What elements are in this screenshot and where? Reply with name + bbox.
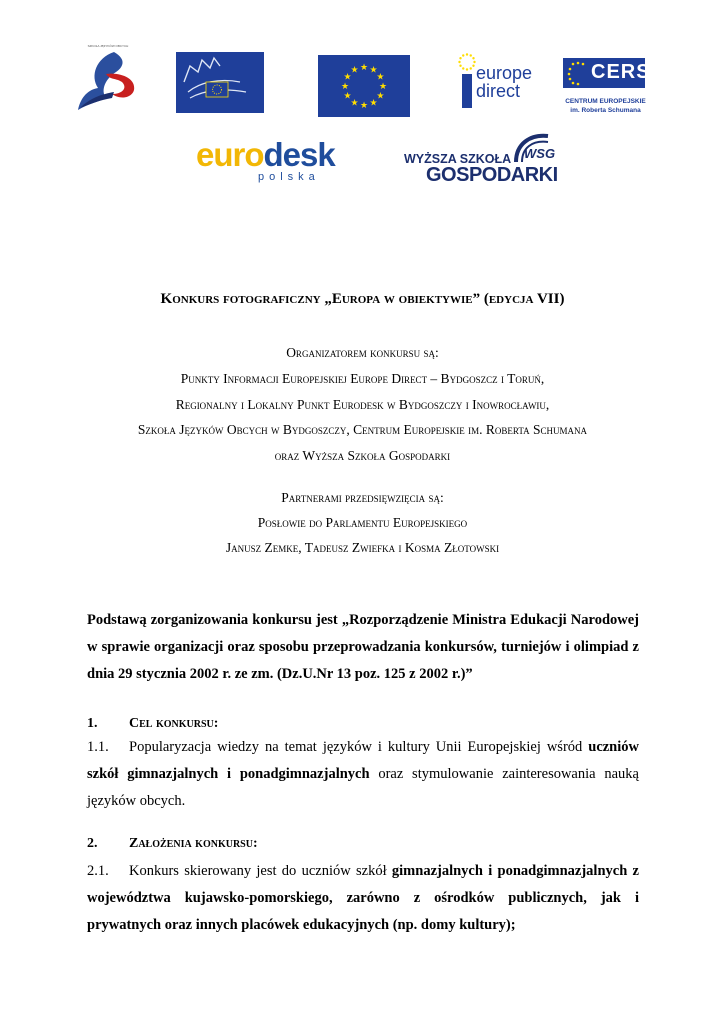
europe-direct-star-icon: [472, 57, 474, 59]
wsg-badge: [512, 132, 556, 166]
europe-direct-star-icon: [472, 65, 474, 67]
europe-direct-star-icon: [462, 67, 464, 69]
section-1-title: Cel konkursu:: [129, 716, 219, 731]
cers-main-text: CERS: [591, 61, 651, 83]
parliament-emblem-icon: [176, 52, 264, 113]
section-1-text-b: oraz stymulowanie zainteresowania nauką języków obcych.: [87, 766, 639, 809]
section-2-text-a: Konkurs skierowany jest do uczniów szkół: [129, 863, 392, 879]
europe-direct-star-icon: [470, 67, 472, 69]
eu-star-icon: ★: [359, 62, 369, 72]
school-logo: [76, 44, 140, 114]
organizers-line-4: oraz Wyższa Szkoła Gospodarki: [274, 448, 451, 463]
europe-direct-star-icon: [470, 54, 472, 56]
page-title: Konkurs fotograficzny „Europa w obiektywie” (edycja VII): [160, 291, 565, 307]
eurodesk-euro-text: euro: [196, 136, 264, 173]
eu-star-icon: ★: [378, 81, 388, 91]
eurodesk-polska-text: polska: [258, 171, 320, 183]
europe-direct-bottom-text: direct: [476, 81, 521, 101]
europe-direct-i-icon: [456, 52, 478, 110]
partners-heading: Partnerami przedsięwzięcia są:: [281, 490, 444, 505]
section-1-heading: [87, 716, 218, 732]
europe-direct-star-icon: [462, 54, 464, 56]
wsg-line2-text: GOSPODARKI: [426, 164, 558, 186]
section-2-number: 2.: [87, 836, 98, 851]
section-1-text-a: Popularyzacja wiedzy na temat języków i kultury Unii Europejskiej wśród: [129, 739, 589, 755]
europe-direct-star-icon: [458, 61, 460, 63]
school-emblem-icon: [76, 48, 140, 114]
legal-basis-paragraph: Podstawą zorganizowania konkursu jest „Rozporządzenie Ministra Edukacji Narodowej w sprawie organizacji oraz sposobu przeprowadzania konkursów, turniejów i olimpiad z dnia 29 stycznia 2002 r. ze zm. (Dz.U.Nr 13 poz. 125 z 2002 r.)”: [87, 612, 639, 682]
eu-star-icon: ★: [369, 97, 378, 108]
section-2-item-1: [87, 858, 639, 939]
eu-star-icon: ★: [350, 64, 359, 75]
organizers-heading: Organizatorem konkursu są:: [286, 345, 439, 360]
europe-direct-top-text: europe: [476, 63, 533, 83]
eu-star-icon: ★: [340, 81, 350, 91]
cers-badge: [563, 58, 651, 88]
partners-line-2: Janusz Zemke, Tadeusz Zwiefka i Kosma Złotowski: [225, 540, 500, 555]
cers-sub-text-2: im. Roberta Schumana: [570, 107, 641, 114]
wsg-logo: [402, 130, 562, 190]
section-1-text-bold: uczniów szkół gimnazjalnych i ponadgimnazjalnych: [87, 739, 639, 782]
eu-star-icon: ★: [343, 71, 352, 82]
europe-direct-star-icon: [459, 57, 461, 59]
organizers-line-3: Szkoła Języków Obcych w Bydgoszczy, Centrum Europejskie im. Roberta Schumana: [137, 422, 588, 437]
cers-logo: [563, 58, 651, 116]
school-logo-caption: SZKOŁA JĘZYKÓW OBCYCH: [87, 44, 129, 48]
section-1-number: 1.: [87, 716, 98, 731]
wsg-line1-text: WYŻSZA SZKOŁA: [404, 152, 512, 166]
europe-direct-star-icon: [459, 65, 461, 67]
section-2-heading: [87, 836, 258, 852]
section-1-item-1: [87, 734, 639, 815]
eurodesk-desk-text: desk: [263, 136, 335, 173]
eu-flag-logo: [318, 55, 410, 117]
eu-star-icon: ★: [376, 71, 385, 82]
cers-sub-text-1: CENTRUM EUROPEJSKIE: [565, 98, 646, 105]
organizers-line-2: Regionalny i Lokalny Punkt Eurodesk w Bydgoszczy i Inowrocławiu,: [175, 397, 550, 412]
european-parliament-logo: [176, 52, 264, 113]
cers-stars-icon: [563, 58, 593, 88]
section-1-item-number: 1.1.: [87, 739, 109, 755]
organizers-line-1: Punkty Informacji Europejskiej Europe Direct – Bydgoszcz i Toruń,: [180, 371, 545, 386]
section-2-title: Założenia konkursu:: [129, 836, 258, 851]
section-2-text-bold: gimnazjalnych i ponadgimnazjalnych z województwa kujawsko-pomorskiego, zarówno z ośrodków publicznych, jak i prywatnych oraz innych placówek edukacyjnych (np. domy kultury);: [87, 863, 639, 933]
europe-direct-star-icon: [466, 68, 468, 70]
eu-star-icon: ★: [359, 100, 369, 110]
eu-star-icon: ★: [350, 97, 359, 108]
eu-star-icon: ★: [369, 64, 378, 75]
section-2-item-number: 2.1.: [87, 863, 109, 879]
europe-direct-logo: [456, 52, 538, 110]
eurodesk-logo: [196, 138, 346, 188]
eu-star-icon: ★: [376, 90, 385, 101]
eu-star-icon: ★: [343, 90, 352, 101]
wsg-badge-text: WSG: [524, 146, 556, 161]
partners-line-1: Posłowie do Parlamentu Europejskiego: [257, 515, 468, 530]
eu-stars-icon: [318, 55, 410, 117]
europe-direct-star-icon: [466, 53, 468, 55]
